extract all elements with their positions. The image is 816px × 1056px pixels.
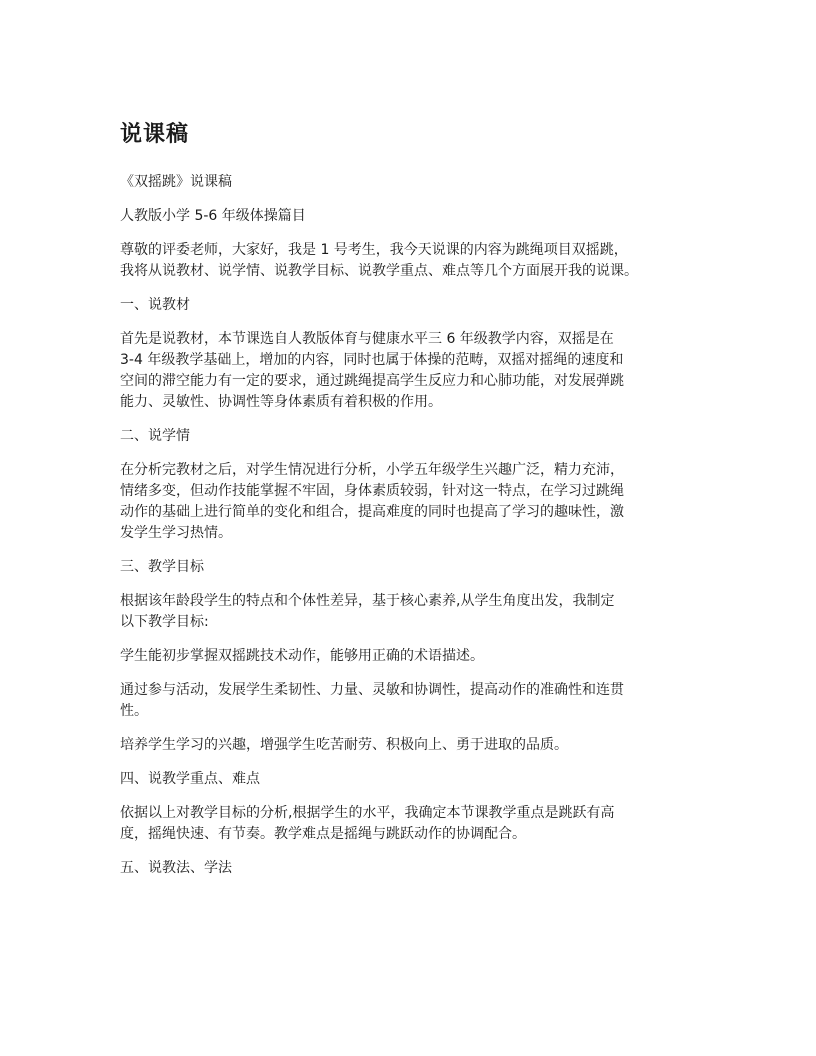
paragraph [120, 557, 710, 578]
paragraph [120, 646, 710, 667]
paragraph-line: 性。 [120, 703, 148, 719]
paragraph-line: 二、说学情 [120, 428, 190, 444]
paragraph-line: 通过参与活动，发展学生柔韧性、力量、灵敏和协调性，提高动作的准确性和连贯 [120, 682, 624, 698]
document-title: 说课稿 [120, 122, 190, 147]
paragraph-line: 尊敬的评委老师，大家好，我是 1 号考生，我今天说课的内容为跳绳项目双摇跳， [120, 242, 628, 258]
paragraph-line: 首先是说教材，本节课选自人教版体育与健康水平三 6 年级教学内容，双摇是在 [120, 331, 614, 347]
paragraph-line: 学生能初步掌握双摇跳技术动作，能够用正确的术语描述。 [120, 648, 484, 664]
paragraph [120, 735, 710, 756]
paragraph-line: 3-4 年级教学基础上，增加的内容，同时也属于体操的范畴，双摇对摇绳的速度和 [120, 352, 624, 368]
document-body [120, 172, 710, 892]
paragraph [120, 769, 710, 790]
paragraph [120, 858, 710, 879]
paragraph [120, 240, 710, 282]
paragraph-line: 五、说教法、学法 [120, 860, 232, 876]
paragraph-line: 空间的滞空能力有一定的要求，通过跳绳提高学生反应力和心肺功能，对发展弹跳 [120, 373, 624, 389]
paragraph-line: 动作的基础上进行简单的变化和组合，提高难度的同时也提高了学习的趣味性，激 [120, 504, 624, 520]
paragraph-line: 以下教学目标: [120, 614, 209, 630]
paragraph-line: 人教版小学 5-6 年级体操篇目 [120, 208, 306, 224]
paragraph-line: 能力、灵敏性、协调性等身体素质有着积极的作用。 [120, 394, 442, 410]
paragraph [120, 329, 710, 413]
paragraph-line: 三、教学目标 [120, 559, 204, 575]
paragraph-line: 一、说教材 [120, 297, 190, 313]
paragraph [120, 426, 710, 447]
paragraph [120, 172, 710, 193]
paragraph-line: 依据以上对教学目标的分析,根据学生的水平，我确定本节课教学重点是跳跃有高 [120, 805, 615, 821]
paragraph-line: 在分析完教材之后，对学生情况进行分析，小学五年级学生兴趣广泛，精力充沛， [120, 462, 624, 478]
paragraph-line: 根据该年龄段学生的特点和个体性差异，基于核心素养,从学生角度出发，我制定 [120, 593, 615, 609]
paragraph-line: 四、说教学重点、难点 [120, 771, 260, 787]
paragraph-line: 培养学生学习的兴趣，增强学生吃苦耐劳、积极向上、勇于进取的品质。 [120, 737, 568, 753]
paragraph [120, 460, 710, 544]
paragraph-line: 《双摇跳》说课稿 [120, 174, 232, 190]
paragraph-line: 我将从说教材、说学情、说教学目标、说教学重点、难点等几个方面展开我的说课。 [120, 263, 638, 279]
paragraph [120, 803, 710, 845]
paragraph [120, 295, 710, 316]
paragraph-line: 度，摇绳快速、有节奏。教学难点是摇绳与跳跃动作的协调配合。 [120, 826, 526, 842]
paragraph [120, 680, 710, 722]
paragraph [120, 591, 710, 633]
paragraph [120, 206, 710, 227]
paragraph-line: 发学生学习热情。 [120, 525, 232, 541]
paragraph-line: 情绪多变，但动作技能掌握不牢固，身体素质较弱，针对这一特点，在学习过跳绳 [120, 483, 624, 499]
